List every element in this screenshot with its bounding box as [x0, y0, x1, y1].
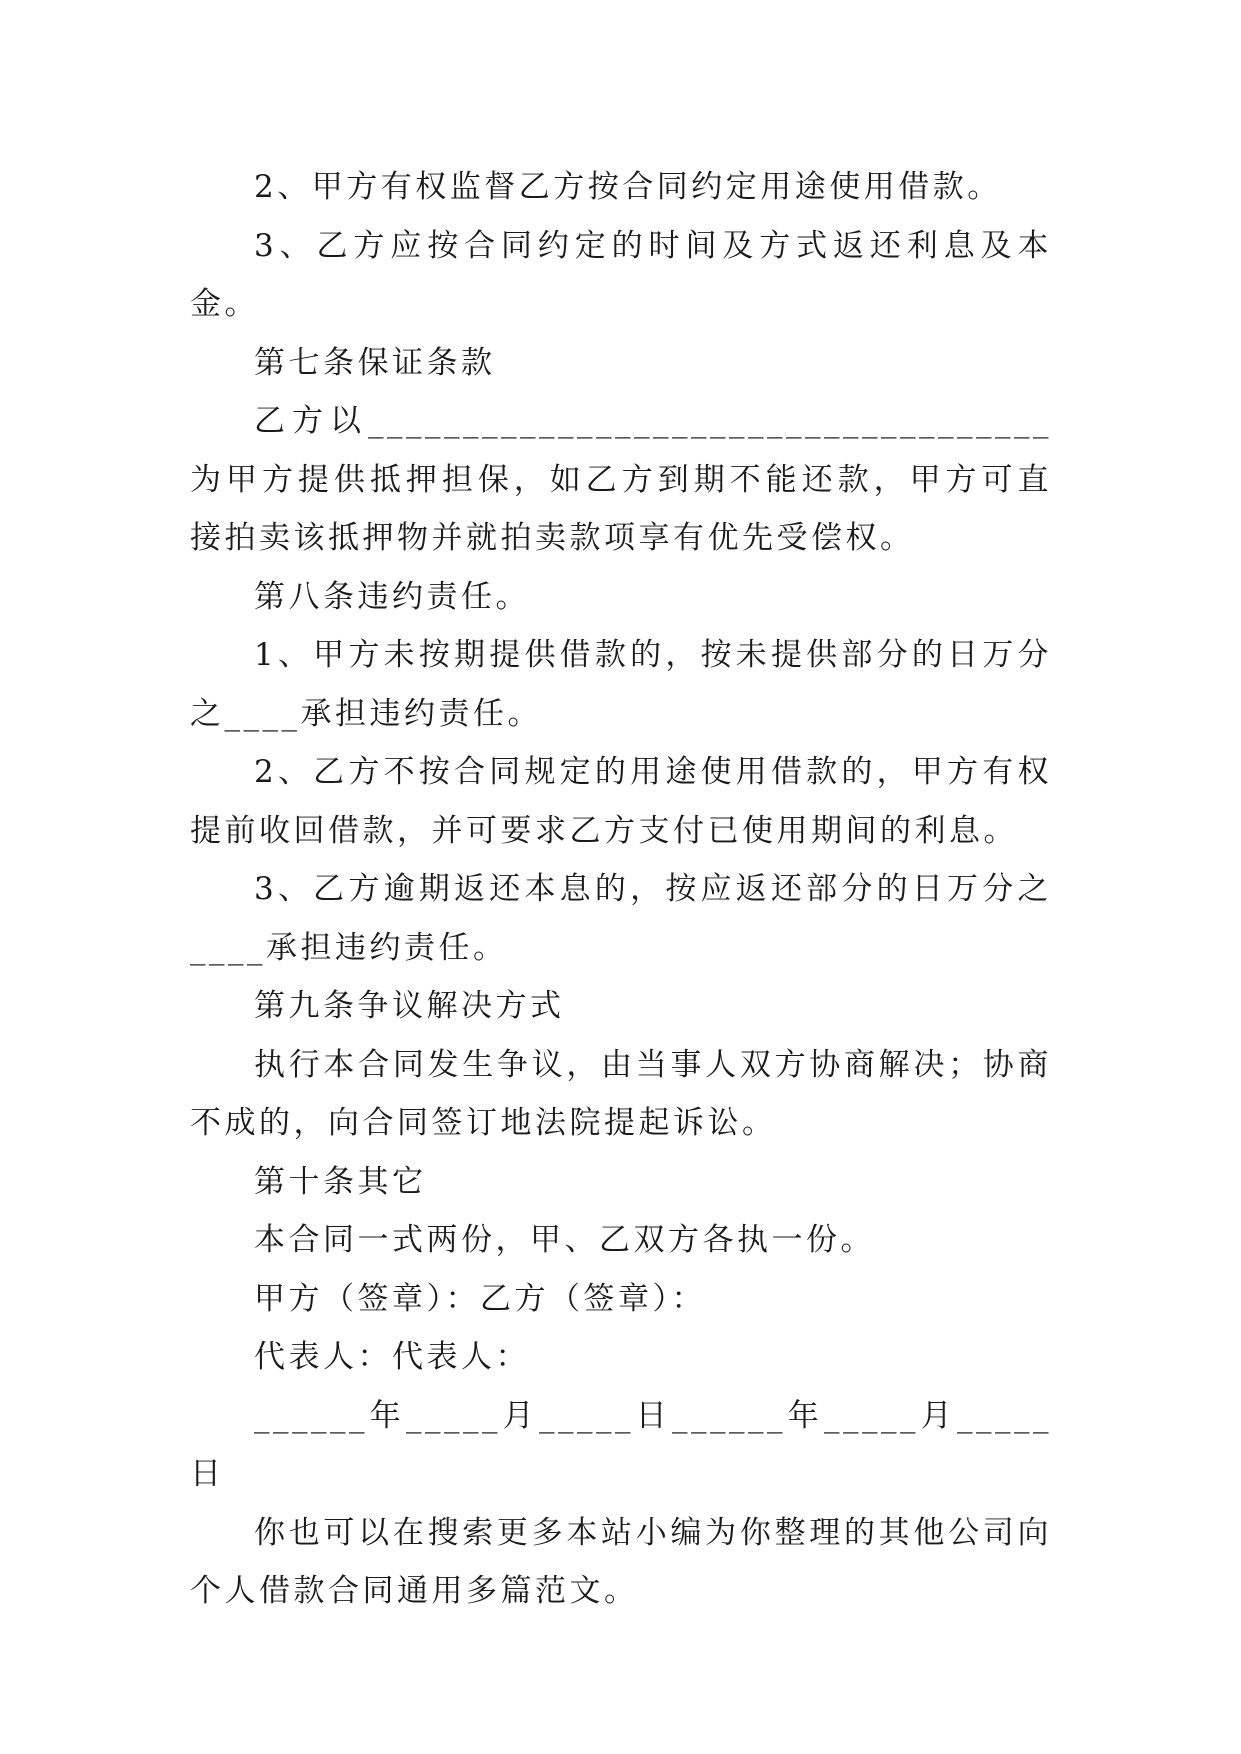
section-heading: 第十条其它 — [254, 1163, 427, 1200]
signature-line: 甲方（签章）：乙方（签章）： — [254, 1280, 706, 1317]
section-heading: 第九条争议解决方式 — [254, 988, 565, 1024]
representative-line: 代表人：代表人： — [254, 1339, 530, 1375]
section-heading: 第八条违约责任。 — [254, 578, 530, 615]
clause-paragraph: 本合同一式两份，甲、乙双方各执一份。 — [254, 1222, 875, 1258]
clause-paragraph: 乙方以____________________________________为甲方提供抵押担保，如乙方到期不能还款，甲方可直接拍卖该抵押物并就拍卖款项享有优先受偿权。 — [190, 403, 1052, 556]
section-heading: 第七条保证条款 — [254, 344, 496, 381]
clause-paragraph: 1、甲方未按期提供借款的，按未提供部分的日万分之____承担违约责任。 — [190, 637, 1052, 732]
clause-paragraph: 执行本合同发生争议，由当事人双方协商解决；协商不成的，向合同签订地法院提起诉讼。 — [190, 1046, 1052, 1141]
clause-paragraph: 3、乙方逾期返还本息的，按应返还部分的日万分之____承担违约责任。 — [190, 871, 1052, 966]
clause-paragraph: 2、甲方有权监督乙方按合同约定用途使用借款。 — [254, 169, 1002, 205]
closing-note: 你也可以在搜索更多本站小编为你整理的其他公司向个人借款合同通用多篇范文。 — [190, 1514, 1052, 1609]
clause-paragraph: 3、乙方应按合同约定的时间及方式返还利息及本金。 — [190, 227, 1052, 322]
clause-paragraph: 2、乙方不按合同规定的用途使用借款的，甲方有权提前收回借款，并可要求乙方支付已使用期间的利息。 — [190, 754, 1052, 849]
document-page — [190, 158, 1052, 1621]
date-line: ______年_____月_____日______年_____月_____日 — [190, 1397, 1052, 1492]
